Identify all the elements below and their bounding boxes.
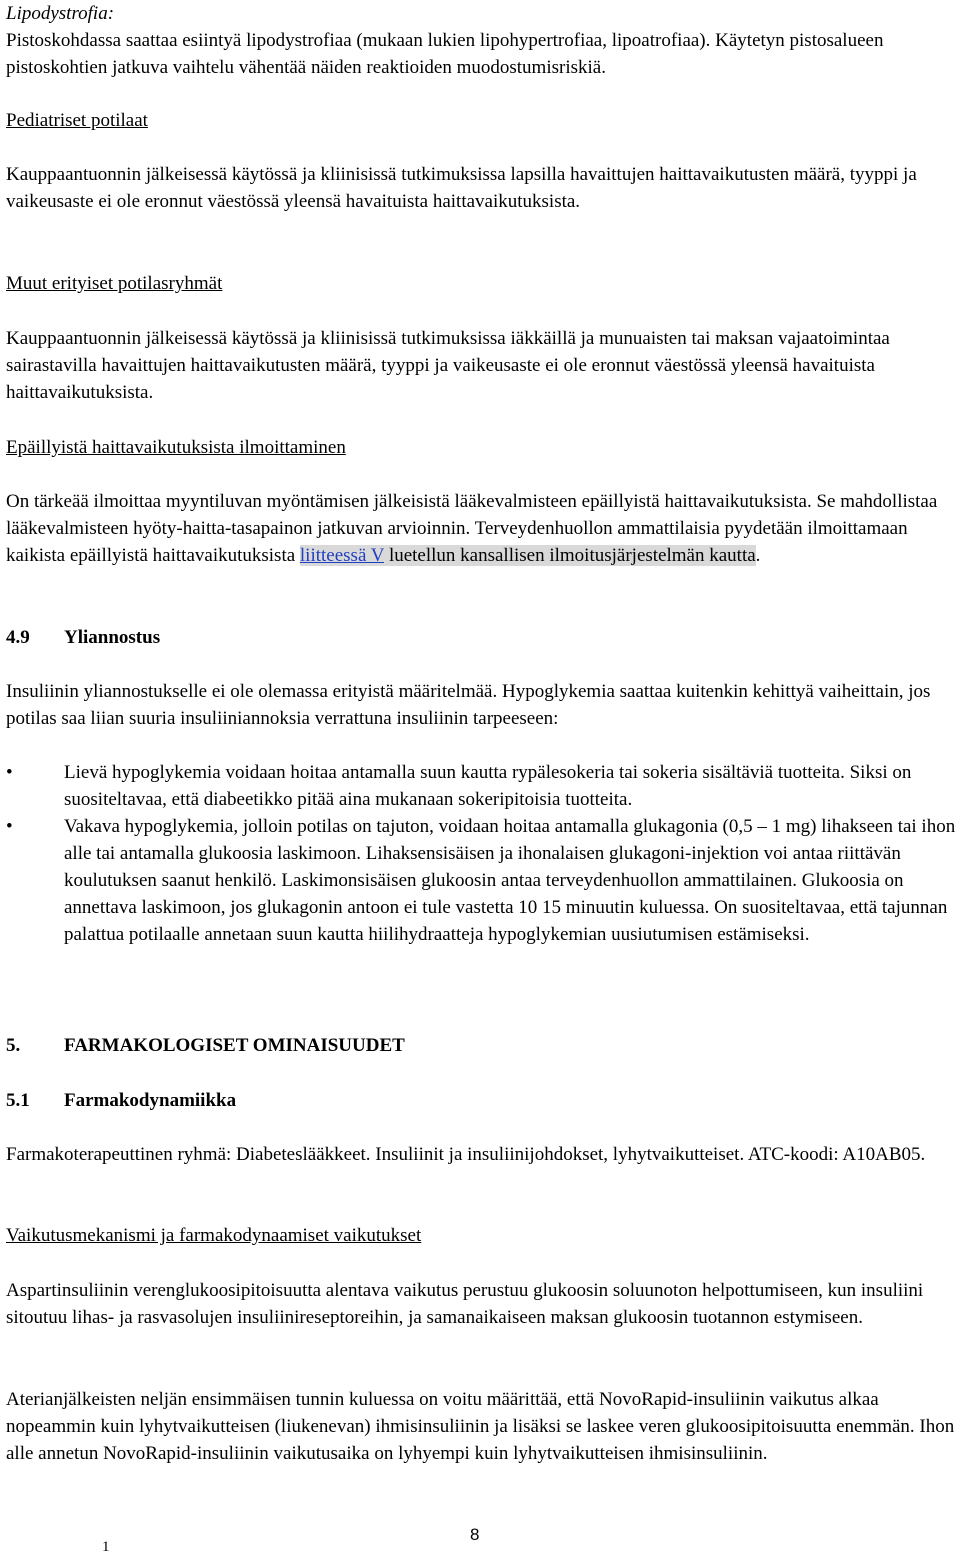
vaikutusmekanismi-text-2: Aterianjälkeisten neljän ensimmäisen tunnin kuluessa on voitu määrittää, että NovoRapid-insuliinin vaikutus alkaa nopeammin kuin lyhytvaikutteisen (liukenevan) ihmisinsuliinin ja lisäksi se laskee veren glukoosipitoisuutta enemmän. Ihon alle annetun NovoRapid-insuliinin vaikutusaika on lyhyempi kuin lyhytvaikutteisen ihmisinsuliinin. — [6, 1389, 955, 1464]
farmakoterapeuttinen-text: Farmakoterapeuttinen ryhmä: Diabeteslääkkeet. Insuliinit ja insuliinijohdokset, lyhytvaikutteiset. ATC-koodi: A10AB05. — [6, 1144, 926, 1165]
yliannostus-bullets — [6, 759, 956, 948]
section-5-1-number: 5.1 — [6, 1090, 30, 1111]
epaillyista-title: Epäillyistä haittavaikutuksista ilmoittaminen — [6, 437, 346, 458]
section-4-9-number: 4.9 — [6, 627, 30, 648]
lipodystrofia-title: Lipodystrofia: — [6, 3, 115, 24]
epaillyista-text-part2: luetellun kansallisen ilmoitusjärjestelmän kautta — [384, 545, 756, 566]
lipodystrofia-text: Pistoskohdassa saattaa esiintyä lipodystrofiaa (mukaan lukien lipohypertrofiaa, lipoatrofiaa). Käytetyn pistosalueen pistoskohtien jatkuva vaihtelu vähentää näiden reaktioiden muodostumisriskiä. — [6, 30, 884, 78]
bullet-text-2: Vakava hypoglykemia, jolloin potilas on tajuton, voidaan hoitaa antamalla glukagonia (0,5 – 1 mg) lihakseen tai ihon alle tai antamalla glukoosia laskimoon. Lihaksensisäisen ja ihonalaisen glukagoni-injektion voi antaa riittävän koulutuksen saanut henkilö. Laskimonsisäisen glukoosin antaa terveydenhuollon ammattilainen. Glukoosia on annettava laskimoon, jos glukagonin antoon ei tule vastetta 10 15 minuutin kuluessa. On suositeltavaa, että tajunnan palattua potilaalle annetaan suun kautta hiilihydraatteja hypoglykemian uusiutumisen estämiseksi. — [64, 816, 956, 945]
footer-mark: 1 — [102, 1539, 110, 1555]
liite-v-link[interactable]: liitteessä V — [299, 545, 385, 566]
yliannostus-text: Insuliinin yliannostukselle ei ole olemassa erityistä määritelmää. Hypoglykemia saattaa kuitenkin kehittyä vaiheittain, jos potilas saa liian suuria insuliiniannoksia verrattuna insuliinin tarpeeseen: — [6, 681, 931, 729]
section-5-number: 5. — [6, 1035, 21, 1056]
vaikutusmekanismi-text-1: Aspartinsuliinin verenglukoosipitoisuutta alentava vaikutus perustuu glukoosin soluunoton helpottumiseen, kun insuliini sitoutuu lihas- ja rasvasolujen insuliinireseptoreihin, ja samanaikaiseen maksan glukoosin tuotannon estymiseen. — [6, 1280, 924, 1328]
bullet-text-1: Lievä hypoglykemia voidaan hoitaa antamalla suun kautta rypälesokeria tai sokeria sisältäviä tuotteita. Siksi on suositeltavaa, että diabeetikko pitää aina mukanaan sokeripitoisia tuotteita. — [64, 762, 912, 810]
pediatriset-text: Kauppaantuonnin jälkeisessä käytössä ja kliinisissä tutkimuksissa lapsilla havaittujen haittavaikutusten määrä, tyyppi ja vaikeusaste ei ole eronnut väestössä yleensä havaituista haittavaikutuksista. — [6, 164, 917, 212]
epaillyista-text-part1: On tärkeää ilmoittaa myyntiluvan myöntämisen jälkeisistä lääkevalmisteen epäillyistä haittavaikutuksista. Se mahdollistaa lääkevalmisteen hyöty-haitta-tasapainon jatkuvan arvioinnin. Terveydenhuollon ammattilaisia pyydetään ilmoittamaan kaikista epäillyistä haittavaikutuksista — [6, 491, 938, 566]
bullet-symbol: • — [6, 762, 13, 783]
epaillyista-text-part3: . — [755, 545, 761, 566]
muut-text: Kauppaantuonnin jälkeisessä käytössä ja kliinisissä tutkimuksissa iäkkäillä ja munuaisten tai maksan vajaatoimintaa sairastavilla havaittujen haittavaikutusten määrä, tyyppi ja vaikeusaste ei ole eronnut väestössä yleensä havaituista haittavaikutuksista. — [6, 328, 890, 403]
pediatriset-title: Pediatriset potilaat — [6, 110, 148, 131]
bullet-item-2 — [6, 813, 956, 948]
section-4-9-title: Yliannostus — [64, 627, 161, 648]
epaillyista-text — [6, 488, 956, 569]
bullet-item-1 — [6, 759, 956, 813]
section-4-9-heading — [6, 624, 956, 651]
section-5-1-heading — [6, 1087, 956, 1114]
page-number: 8 — [470, 1525, 480, 1544]
section-5-1-title: Farmakodynamiikka — [64, 1090, 237, 1111]
section-5-heading — [6, 1032, 956, 1059]
muut-title: Muut erityiset potilasryhmät — [6, 273, 223, 294]
section-5-title: FARMAKOLOGISET OMINAISUUDET — [64, 1035, 405, 1056]
bullet-symbol: • — [6, 816, 13, 837]
vaikutusmekanismi-title: Vaikutusmekanismi ja farmakodynaamiset vaikutukset — [6, 1225, 422, 1246]
